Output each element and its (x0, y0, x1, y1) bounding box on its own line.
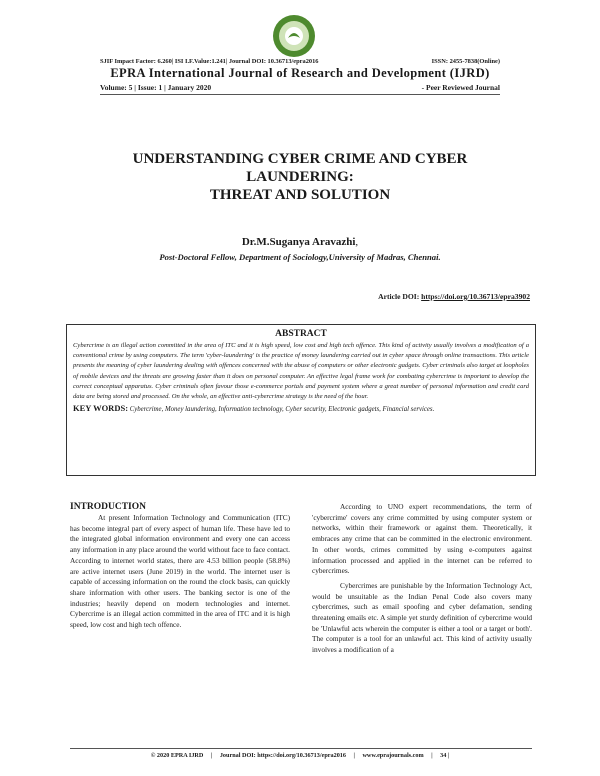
header-divider (100, 94, 500, 95)
peer-reviewed-text: - Peer Reviewed Journal (421, 83, 500, 92)
author-suffix: , (355, 236, 359, 248)
doi-link[interactable]: https://doi.org/10.36713/epra3902 (421, 292, 530, 301)
footer-journal-doi: Journal DOI: https://doi.org/10.36713/epra2016 (219, 752, 346, 759)
issn-text: ISSN: 2455-7838(Online) (431, 58, 500, 65)
footer-divider (70, 748, 532, 749)
author-name: Dr.M.Suganya Aravazhi (241, 236, 356, 248)
journal-title: EPRA International Journal of Research and Development (IJRD) (110, 66, 490, 80)
title-line-3: THREAT AND SOLUTION (209, 187, 391, 203)
abstract-heading: ABSTRACT (275, 329, 327, 339)
volume-issue-text: Volume: 5 | Issue: 1 | January 2020 (100, 83, 212, 92)
right-column (312, 502, 532, 656)
journal-meta-line (100, 58, 500, 65)
author-line (0, 236, 600, 248)
abstract-text: Cybercrime is an illegal action committed in the area of ITC and it is high speed, low cost and high tech offence. This kind of activity usually involves a modification of a conventional crime by using computers. The term 'cyber-laundering' is the practice of money laundering carried out in cyber space through online transactions. This article presents the meaning of cyber laundering dealing with offences concerned with the abuse of computers or other electronic gadgets. Cyber criminals also target at loopholes of mobile devices and the threats are growing faster than it does on personal computer. An effective legal frame work for combating cybercrime is important to develop the correct conceptual apparatus. Cyber criminals often favour those e-commerce portals and payment system where a great number of personal information and credit card data are being stored and processed. On the whole, an effective anti-cybercrime strategy is the need of the hour. (73, 342, 529, 401)
title-line-2: LAUNDERING: (246, 169, 354, 185)
footer-page-number: 34 (440, 752, 447, 759)
journal-seal-icon (272, 14, 316, 58)
issue-line (100, 83, 500, 92)
page-footer: © 2020 EPRA IJRD | Journal DOI: https://doi.org/10.36713/epra2016 | www.eprajournals.com | 34 | (150, 752, 450, 759)
introduction-paragraph: At present Information Technology and Communication (ITC) has become integral part of every aspect of human life. These have led to the integrated global information environment and every one can access any information in any place around the world without face to face contact. According to internet world states, there are 4.53 billion people (58.8%) are active internet users (June 2019) in the world. The internet user is capable of accessing information on the round the clock basis, can quickly share information with other users. The banking sector is one of the industries; heavily depend on modern technologies and internet. Cybercrime is an illegal action committed in the area of ITC and it is high speed, low cost and high tech offence. (70, 513, 290, 630)
footer-website: www.eprajournals.com (362, 752, 424, 759)
article-title (100, 150, 500, 204)
doi-label: Article DOI: (378, 292, 420, 301)
introduction-heading: INTRODUCTION (70, 502, 147, 512)
left-column (70, 502, 290, 631)
keywords-label: KEY WORDS: (73, 403, 129, 414)
body-paragraph-2: Cybercrimes are punishable by the Information Technology Act, would be unsuitable as the Indian Penal Code also covers many cybercrimes, such as email spoofing and cyber defamation, sending threatening emails etc. A simple yet sturdy definition of cybercrime would be 'Unlawful acts wherein the computer is either a tool or a target or both'. The computer is a tool for an unlawful act. This kind of activity usually involves a modification of a (312, 580, 532, 655)
keywords-list: Cybercrime, Money laundering, Information technology, Cyber security, Electronic gadgets, Financial services. (129, 406, 435, 414)
impact-factor-text: SJIF Impact Factor: 6.260| ISI I.F.Value:1.241| Journal DOI: 10.36713/epra2016 (100, 58, 319, 65)
title-line-1: UNDERSTANDING CYBER CRIME AND CYBER (132, 151, 468, 167)
body-paragraph-1: According to UNO expert recommendations, the term of 'cybercrime' covers any crime committed by using computer system or networks, within their framework or against them. Theoretically, it embraces any crime that can be committed in the electronic environment. In other words, crimes committed by using e-computers against information processed and applied in the internet can be referred to cybercrimes. (312, 502, 532, 576)
author-affiliation: Post-Doctoral Fellow, Department of Sociology,University of Madras, Chennai. (159, 252, 441, 262)
footer-copyright: © 2020 EPRA IJRD (150, 752, 204, 759)
abstract-box (66, 324, 536, 476)
article-doi (378, 292, 530, 301)
keywords (73, 403, 529, 415)
